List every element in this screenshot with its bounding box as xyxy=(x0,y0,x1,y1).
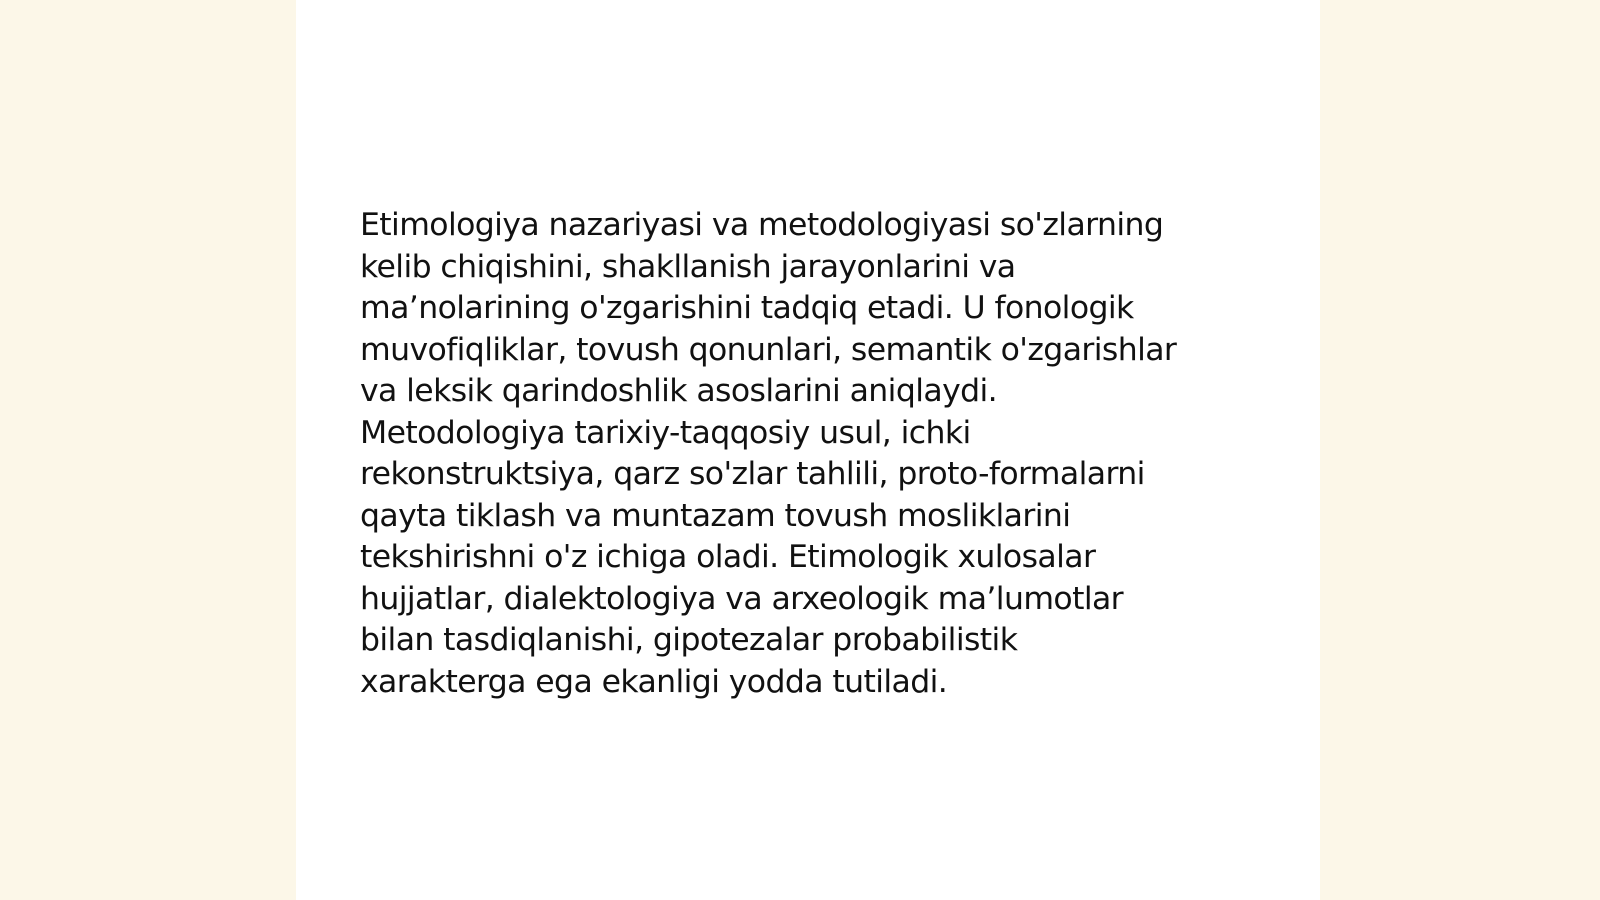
slide-canvas xyxy=(296,0,1320,900)
paragraph-line: va leksik qarindoshlik asoslarini aniqlaydi. xyxy=(360,373,998,409)
paragraph-line: Metodologiya tarixiy-taqqosiy usul, ichki xyxy=(360,414,971,451)
paragraph-line: hujjatlar, dialektologiya va arxeologik ma’lumotlar xyxy=(360,580,1124,617)
paragraph-line: qayta tiklash va muntazam tovush mosliklarini xyxy=(360,497,1071,534)
paragraph-line: rekonstruktsiya, qarz so'zlar tahlili, proto-formalarni xyxy=(360,456,1145,492)
paragraph-line: tekshirishni o'z ichiga oladi. Etimologik xulosalar xyxy=(360,539,1096,575)
slide-body-paragraph xyxy=(360,205,1250,703)
paragraph-line: Etimologiya nazariyasi va metodologiyasi so'zlarning xyxy=(360,207,1164,243)
paragraph-line: bilan tasdiqlanishi, gipotezalar probabilistik xyxy=(360,622,1018,658)
paragraph-line: muvofiqliklar, tovush qonunlari, semantik o'zgarishlar xyxy=(360,331,1177,368)
paragraph-line: kelib chiqishini, shakllanish jarayonlarini va xyxy=(360,248,1016,285)
paragraph-line: ma’nolarining o'zgarishini tadqiq etadi. U fonologik xyxy=(360,290,1134,326)
left-margin-panel xyxy=(0,0,296,900)
paragraph-line: xarakterga ega ekanligi yodda tutiladi. xyxy=(360,663,948,700)
right-margin-panel xyxy=(1320,0,1600,900)
